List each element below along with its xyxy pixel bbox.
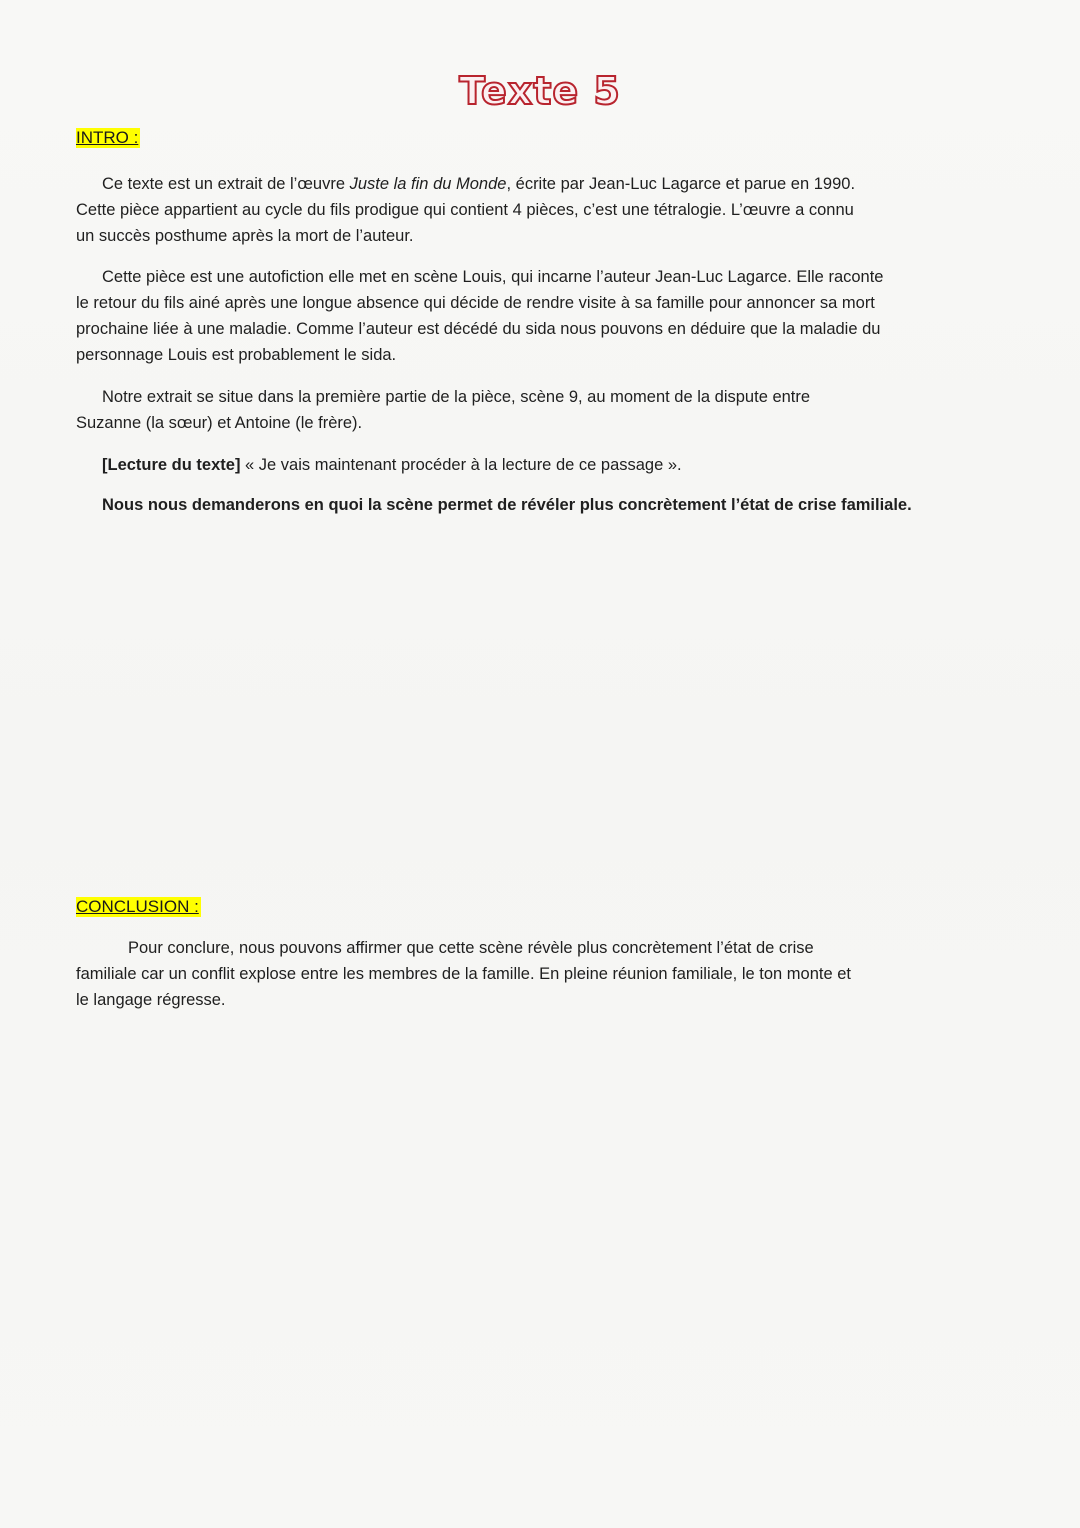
work-title: Juste la fin du Monde <box>349 175 507 193</box>
conclusion-line2: familiale car un conflit explose entre les membres de la famille. En pleine réunion familiale, le ton monte et <box>76 965 851 983</box>
problematic-text: Nous nous demanderons en quoi la scène permet de révéler plus concrètement l’état de crise familiale. <box>102 496 912 514</box>
conclusion-heading: CONCLUSION : <box>76 897 199 916</box>
intro-paragraph-1 <box>76 171 966 249</box>
intro-paragraph-reading <box>76 452 966 478</box>
conclusion-paragraph <box>76 935 966 1013</box>
conclusion-line1: Pour conclure, nous pouvons affirmer que cette scène révèle plus concrètement l’état de crise <box>128 939 814 957</box>
intro-problematic <box>76 492 966 518</box>
intro-p2-line2: le retour du fils ainé après une longue absence qui décide de rendre visite à sa famille pour annoncer sa mort <box>76 294 875 312</box>
intro-p3-line2: Suzanne (la sœur) et Antoine (le frère). <box>76 414 363 432</box>
conclusion-line3: le langage régresse. <box>76 991 226 1009</box>
intro-p1-line2: Cette pièce appartient au cycle du fils prodigue qui contient 4 pièces, c’est une tétralogie. L’œuvre a connu <box>76 201 854 219</box>
reading-quote: « Je vais maintenant procéder à la lecture de ce passage ». <box>240 456 682 474</box>
intro-p2-line4: personnage Louis est probablement le sida. <box>76 346 397 364</box>
intro-p1-line1-a: Ce texte est un extrait de l’œuvre <box>102 175 350 193</box>
intro-heading: INTRO : <box>76 128 139 147</box>
intro-p2-line3: prochaine liée à une maladie. Comme l’auteur est décédé du sida nous pouvons en déduire que la maladie du <box>76 320 881 338</box>
intro-paragraph-2 <box>76 264 966 368</box>
intro-paragraph-3 <box>76 384 966 436</box>
intro-p3-line1: Notre extrait se situe dans la première partie de la pièce, scène 9, au moment de la dispute entre <box>102 388 811 406</box>
reading-bracket: [Lecture du texte] <box>102 456 241 474</box>
intro-p1-line1-b: , écrite par Jean-Luc Lagarce et parue en 1990. <box>506 175 856 193</box>
page-title: Texte 5 <box>459 69 621 113</box>
intro-p2-line1: Cette pièce est une autofiction elle met en scène Louis, qui incarne l’auteur Jean-Luc Lagarce. Elle raconte <box>102 268 884 286</box>
intro-p1-line3: un succès posthume après la mort de l’auteur. <box>76 227 414 245</box>
